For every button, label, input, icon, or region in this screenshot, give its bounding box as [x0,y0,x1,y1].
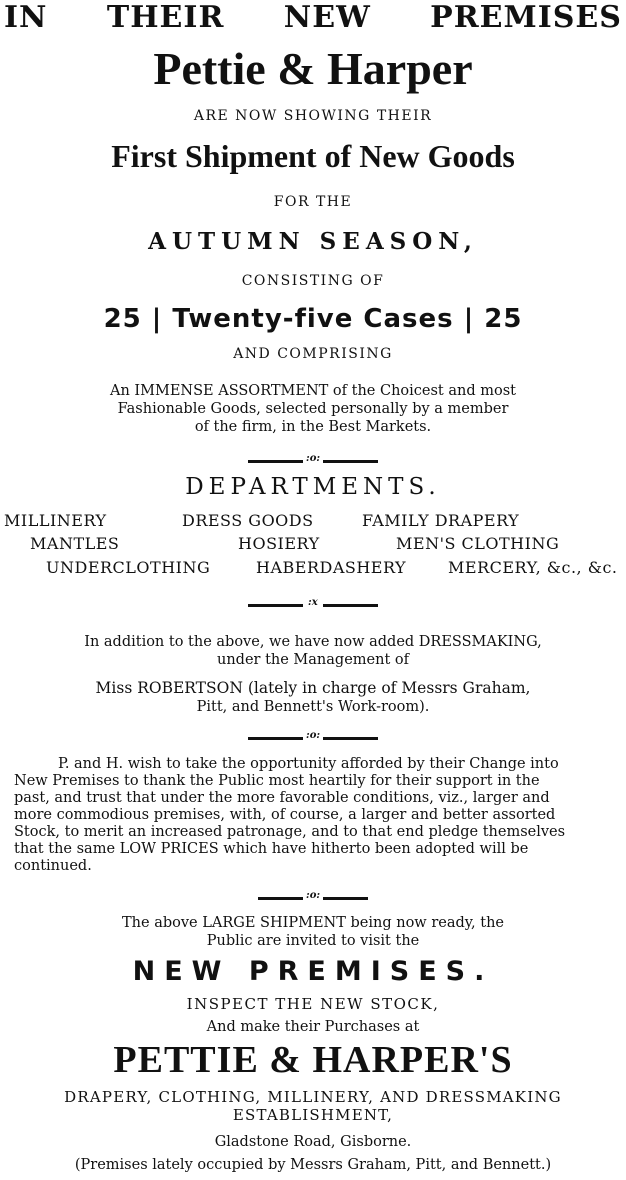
department-hosiery: HOSIERY [238,534,320,553]
rule-bar-left [248,604,303,607]
season-heading: AUTUMN SEASON, [148,228,478,255]
headline-word-3: NEW [283,0,371,35]
for-the: FOR THE [273,194,353,210]
divider-rule [248,453,378,468]
assortment-line-1: An IMMENSE ASSORTMENT of the Choicest and most [109,383,516,399]
first-shipment-heading: First Shipment of New Goods [111,138,515,174]
rule-bar-right [323,897,368,900]
assortment-line-2: Fashionable Goods, selected personally by a member [117,401,509,417]
department-underclothing: UNDERCLOTHING [46,558,211,577]
rule-bar-right [323,737,378,740]
make-purchases: And make their Purchases at [206,1019,420,1035]
rule-bar-right [323,604,378,607]
firm-possessive: PETTIE & HARPER'S [113,1039,513,1081]
firm-name: Pettie & Harper [153,43,473,94]
new-premises-heading: NEW PREMISES. [132,956,494,987]
paragraph-line: more commodious premises, with, of course, a larger and better assorted [14,807,556,823]
establishment-line-2: ESTABLISHMENT, [232,1106,394,1124]
rule-mark: :o: [306,453,321,464]
robertson-line-1: Miss ROBERTSON (lately in charge of Messrs Graham, [95,679,531,697]
headline-word-1: IN [4,0,48,35]
paragraph-line: New Premises to thank the Public most heartily for their support in the [14,773,540,789]
are-now-showing: ARE NOW SHOWING THEIR [193,108,433,124]
department-millinery: MILLINERY [4,511,107,530]
premises-note: (Premises lately occupied by Messrs Graham, Pitt, and Bennett.) [74,1157,552,1173]
dressmaking-line-2: under the Management of [217,652,409,668]
paragraph-line: past, and trust that under the more favorable conditions, viz., larger and [14,790,550,806]
department-family-drapery: FAMILY DRAPERY [362,511,520,530]
large-shipment-line-2: Public are invited to visit the [206,933,420,949]
headline [4,0,622,35]
establishment-line-1: DRAPERY, CLOTHING, MILLINERY, AND DRESSMAKING [64,1088,562,1106]
divider-rule [248,890,378,905]
department-mercery: MERCERY, &c., &c. [448,558,618,577]
and-comprising: AND COMPRISING [233,346,393,362]
rule-mark: :x [308,597,318,608]
department-dress-goods: DRESS GOODS [182,511,314,530]
inspect-stock: INSPECT THE NEW STOCK, [186,995,440,1013]
department-haberdashery: HABERDASHERY [256,558,407,577]
cases-line: 25 | Twenty-five Cases | 25 [103,304,523,334]
rule-bar-left [258,897,303,900]
departments-title: DEPARTMENTS. [185,474,441,500]
paragraph-line: Stock, to merit an increased patronage, and to that end pledge themselves [14,824,566,840]
paragraph-line: P. and H. wish to take the opportunity afforded by their Change into [58,756,559,772]
rule-bar-left [248,460,303,463]
consisting-of: CONSISTING OF [241,273,385,289]
rule-mark: :o: [306,890,321,901]
robertson-line-2: Pitt, and Bennett's Work-room). [196,699,430,715]
large-shipment-line-1: The above LARGE SHIPMENT being now ready, the [122,915,504,931]
rule-bar-right [323,460,378,463]
headline-word-2: THEIR [106,0,225,35]
paragraph-line: that the same LOW PRICES which have hitherto been adopted will be [14,841,529,857]
department-mantles: MANTLES [30,534,120,553]
divider-rule [248,597,378,612]
department-mens-clothing: MEN'S CLOTHING [396,534,560,553]
premises-paragraph [14,756,622,875]
assortment-line-3: of the firm, in the Best Markets. [194,419,432,435]
headline-word-4: PREMISES [430,0,622,35]
dressmaking-line-1: In addition to the above, we have now added DRESSMAKING, [84,634,542,650]
address: Gladstone Road, Gisborne. [214,1134,412,1150]
rule-bar-left [248,737,303,740]
divider-rule [248,730,378,745]
rule-mark: :o: [306,730,321,741]
paragraph-line: continued. [14,858,92,874]
